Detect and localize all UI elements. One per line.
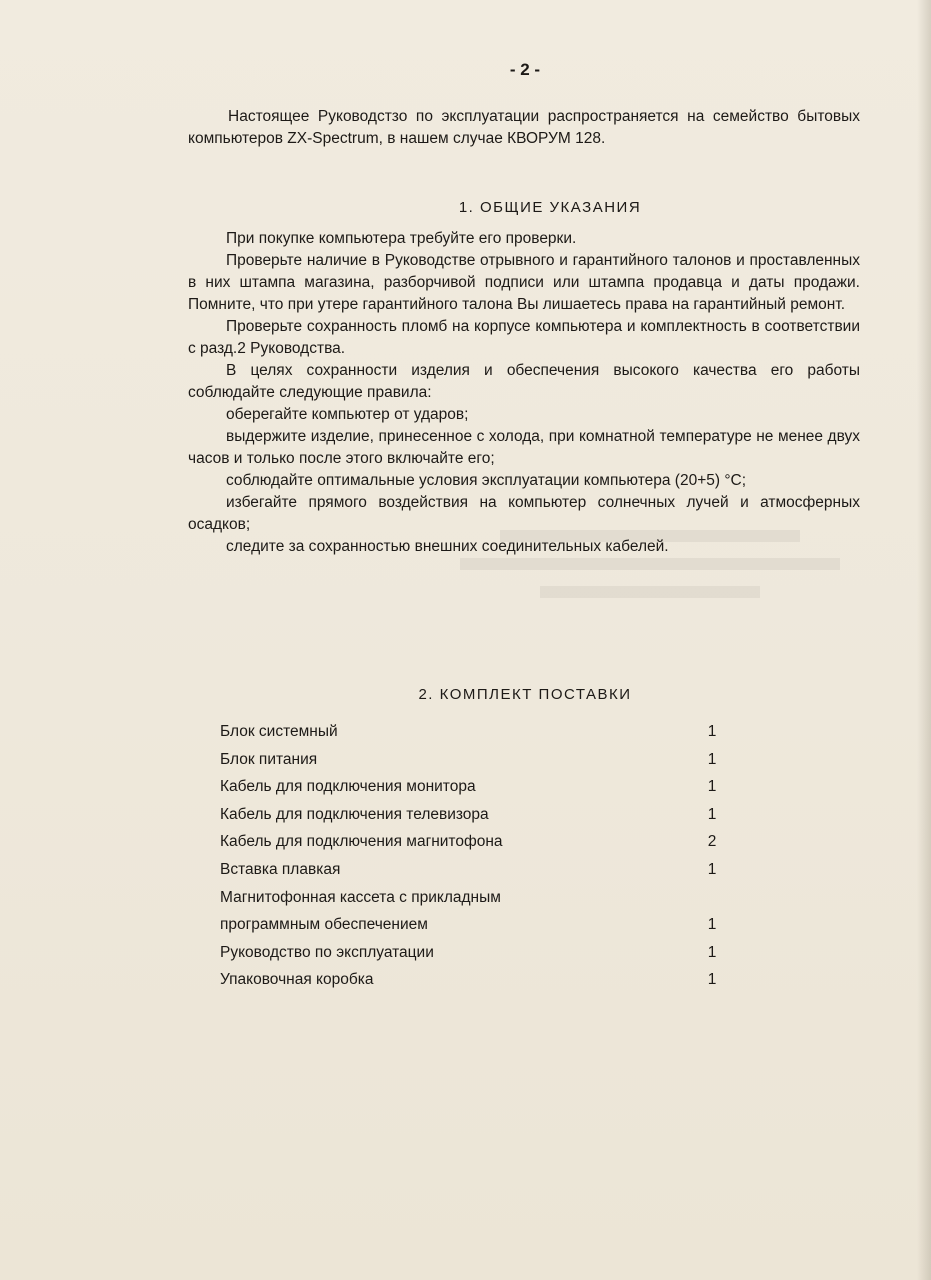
rule-item: выдержите изделие, принесенное с холода, при комнатной температуре не менее двух часов и только после этого включайте его; [188,428,860,467]
supply-list [220,718,720,994]
page-number: - 2 - [509,60,541,79]
list-item [220,966,720,994]
item-quantity: 1 [707,805,717,823]
item-quantity: 1 [707,971,717,989]
item-name: Кабель для подключения магнитофона [220,833,503,851]
item-quantity: 2 [707,833,717,851]
item-name: Кабель для подключения монитора [220,778,476,796]
intro-paragraph: Настоящее Руководстзо по эксплуатации распространяется на семейство бытовых компьютеров ZX-Spectrum, в нашем случае КВОРУМ 128. [188,108,860,147]
paragraph: Проверьте наличие в Руководстве отрывного и гарантийного талонов и проставленных в них штампа магазина, разборчивой подписи или штампа продавца и даты продажи. Помните, что при утере гарантийного талона Вы лишаетесь права на гарантийный ремонт. [188,252,860,313]
list-item [220,718,720,746]
list-item [220,746,720,774]
item-name: Магнитофонная кассета с прикладным [220,888,501,906]
item-name: программным обеспечением [220,916,428,934]
paragraph: При покупке компьютера требуйте его проверки. [226,230,577,247]
item-name: Блок питания [220,750,318,768]
item-quantity: 1 [707,750,717,768]
section-2-title: 2. КОМПЛЕКТ ПОСТАВКИ [418,686,632,703]
rule-item: соблюдайте оптимальные условия эксплуатации компьютера (20+5) °С; [226,472,747,489]
rule-item: следите за сохранностью внешних соединительных кабелей. [226,538,669,555]
section-1-title: 1. ОБЩИЕ УКАЗАНИЯ [458,199,642,216]
rule-item: оберегайте компьютер от ударов; [226,406,469,423]
item-quantity: 1 [707,723,717,740]
item-quantity: 1 [707,778,717,796]
paragraph: Проверьте сохранность пломб на корпусе компьютера и комплектность в соответствии с разд.2 Руководства. [188,318,860,357]
list-item [220,828,720,856]
item-name: Руководство по эксплуатации [220,943,434,961]
section-1-body [188,228,860,558]
item-quantity: 1 [707,943,717,961]
list-item [220,911,720,939]
paper-edge-shadow [917,0,931,1280]
item-name: Блок системный [220,723,338,740]
paragraph: В целях сохранности изделия и обеспечения высокого качества его работы соблюдайте следующие правила: [188,362,860,401]
list-item [220,801,720,829]
list-item [220,856,720,884]
rule-item: избегайте прямого воздействия на компьютер солнечных лучей и атмосферных осадков; [188,494,860,533]
item-name: Кабель для подключения телевизора [220,805,489,823]
item-quantity: 1 [707,860,717,878]
item-name: Упаковочная коробка [220,971,374,989]
item-name: Вставка плавкая [220,860,341,878]
list-item [220,884,720,912]
list-item [220,939,720,967]
item-quantity: 1 [707,916,717,934]
list-item [220,773,720,801]
